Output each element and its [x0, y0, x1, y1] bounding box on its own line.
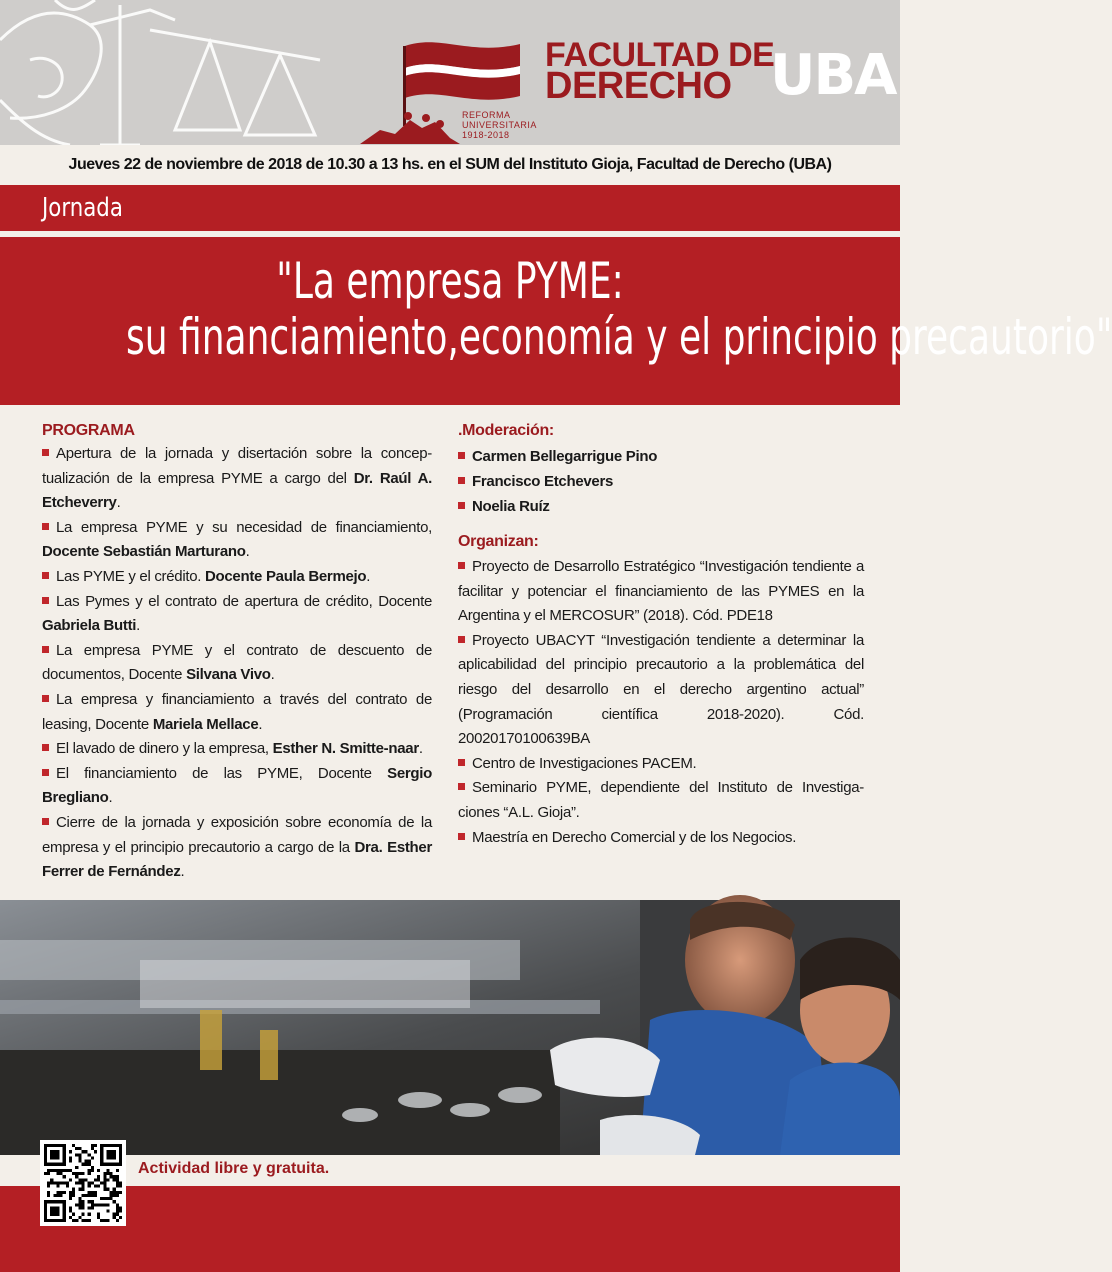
programa-item — [42, 516, 432, 565]
bullet-square-icon — [42, 523, 49, 530]
programa-item — [42, 442, 432, 516]
programa-item-tail: . — [136, 617, 141, 635]
programa-item-speaker: Gabriela Butti — [42, 617, 137, 635]
justice-sketch-illustration — [0, 0, 330, 145]
moderator-item — [458, 469, 864, 494]
programa-item-text: La empresa y financiamiento a través del contrato de leasing, Docente — [42, 690, 432, 733]
reforma-universitaria-label: REFORMA UNIVERSITARIA 1918-2018 — [462, 110, 537, 140]
event-dateline: Jueves 22 de noviembre de 2018 de 10.30 a 13 hs. en el SUM del Instituto Gioja, Facultad de Derecho (UBA) — [0, 145, 900, 185]
programa-item-speaker: Dr. Raúl A. Etcheverry — [42, 469, 432, 512]
programa-item-text: La empresa PYME y el contrato de descuento de documentos, Docente — [42, 641, 432, 684]
title-line-1: "La empresa PYME: — [276, 252, 624, 310]
programa-item-text: El financiamiento de las PYME, Docente — [56, 764, 388, 782]
moderator-item — [458, 494, 864, 519]
factory-workers-photo — [0, 900, 900, 1155]
bullet-square-icon — [458, 759, 465, 766]
organizer-item — [458, 776, 864, 825]
moderacion-heading: .Moderación: — [458, 422, 554, 439]
organizer-text: Seminario PYME, dependiente del Instituto de Investiga-ciones “A.L. Gioja”. — [458, 779, 864, 821]
bullet-square-icon — [42, 769, 49, 776]
bullet-square-icon — [458, 636, 465, 643]
title-line-2: su financiamiento,economía y el principio precautorio" — [126, 308, 1112, 366]
programa-item — [42, 737, 432, 762]
programa-item-tail: . — [258, 715, 263, 733]
facultad-de-derecho-logo-text: FACULTAD DE DERECHO — [545, 36, 775, 107]
programa-item-text: El lavado de dinero y la empresa, — [56, 740, 273, 758]
qr-code[interactable] — [40, 1140, 126, 1226]
organizer-item — [458, 826, 864, 851]
programa-column — [42, 420, 432, 885]
bottom-red-band — [0, 1186, 900, 1272]
programa-item-text: Cierre de la jornada y exposición sobre economía de la empresa y el principio precautorio a cargo de la — [42, 813, 432, 856]
programa-item-speaker: Dra. Esther Ferrer de Fernández — [42, 838, 432, 881]
organizer-text: Centro de Investigaciones PACEM. — [472, 754, 697, 772]
programa-item-speaker: Sergio Bregliano — [42, 764, 432, 807]
programa-item — [42, 811, 432, 885]
programa-item — [42, 762, 432, 811]
programa-item-text: Apertura de la jornada y disertación sobre la concep-tualización de la empresa PYME a cargo del — [42, 445, 432, 487]
programa-item-text: Las Pymes y el contrato de apertura de crédito, Docente — [56, 592, 432, 610]
bullet-square-icon — [42, 597, 49, 604]
bullet-square-icon — [458, 783, 465, 790]
programa-item-tail: . — [366, 567, 371, 585]
programa-item-speaker: Silvana Vivo — [186, 666, 271, 684]
organizan-list — [458, 555, 864, 850]
bullet-square-icon — [458, 452, 465, 459]
programa-item-speaker: Docente Paula Bermejo — [205, 567, 367, 585]
programa-item-tail: . — [180, 863, 185, 881]
programa-heading: PROGRAMA — [42, 422, 135, 439]
moderator-name: Noelia Ruíz — [472, 498, 550, 515]
organizers-column — [458, 420, 864, 850]
programa-item-tail: . — [270, 666, 275, 684]
header — [0, 0, 900, 145]
organizer-text: Maestría en Derecho Comercial y de los Negocios. — [472, 828, 797, 846]
bullet-square-icon — [42, 449, 49, 456]
moderacion-list — [458, 444, 864, 519]
moderator-name: Carmen Bellegarrigue Pino — [472, 448, 658, 465]
programa-item — [42, 639, 432, 688]
organizer-item — [458, 629, 864, 752]
programa-item-speaker: Mariela Mellace — [152, 715, 259, 733]
programa-item-text: La empresa PYME y su necesidad de financiamiento, — [56, 518, 432, 536]
programa-item-tail: . — [108, 789, 113, 807]
programa-item — [42, 688, 432, 737]
organizer-item — [458, 555, 864, 629]
uba-logo-text: UBA — [770, 43, 896, 108]
bullet-square-icon — [458, 833, 465, 840]
moderator-name: Francisco Etchevers — [472, 473, 614, 490]
bullet-square-icon — [458, 562, 465, 569]
organizer-text: Proyecto UBACYT “Investigación tendiente a determinar la aplicabilidad del principio precautorio a la problemática del riesgo del desarrollo en el derecho argentino actual” (Programación científica 2018-2020). Cód. 20020170100639BA — [458, 631, 864, 748]
jornada-label-bar — [0, 185, 900, 231]
bullet-square-icon — [42, 572, 49, 579]
qr-code-icon — [44, 1144, 122, 1222]
bullet-square-icon — [458, 477, 465, 484]
free-activity-notice: Actividad libre y gratuita. — [138, 1160, 330, 1177]
title-band — [0, 237, 1112, 405]
programa-item-tail: . — [245, 543, 250, 561]
programa-item-speaker: Docente Sebastián Marturano — [42, 543, 246, 561]
organizan-heading: Organizan: — [458, 533, 539, 550]
programa-item-speaker: Esther N. Smitte-naar — [272, 740, 419, 758]
programa-item-tail: . — [418, 740, 423, 758]
programa-item — [42, 590, 432, 639]
programa-item-tail: . — [116, 494, 121, 512]
bullet-square-icon — [458, 502, 465, 509]
moderator-item — [458, 444, 864, 469]
organizer-text: Proyecto de Desarrollo Estratégico “Investigación tendiente a facilitar y potenciar el financiamiento de las PYMES en la Argentina y el MERCOSUR” (2018). Cód. PDE18 — [458, 558, 864, 625]
bullet-square-icon — [42, 646, 49, 653]
jornada-label: Jornada — [42, 193, 123, 223]
bullet-square-icon — [42, 744, 49, 751]
bullet-square-icon — [42, 695, 49, 702]
bullet-square-icon — [42, 818, 49, 825]
organizer-item — [458, 752, 864, 777]
programa-list — [42, 442, 432, 885]
programa-item-text: Las PYME y el crédito. — [56, 567, 205, 585]
programa-item — [42, 565, 432, 590]
